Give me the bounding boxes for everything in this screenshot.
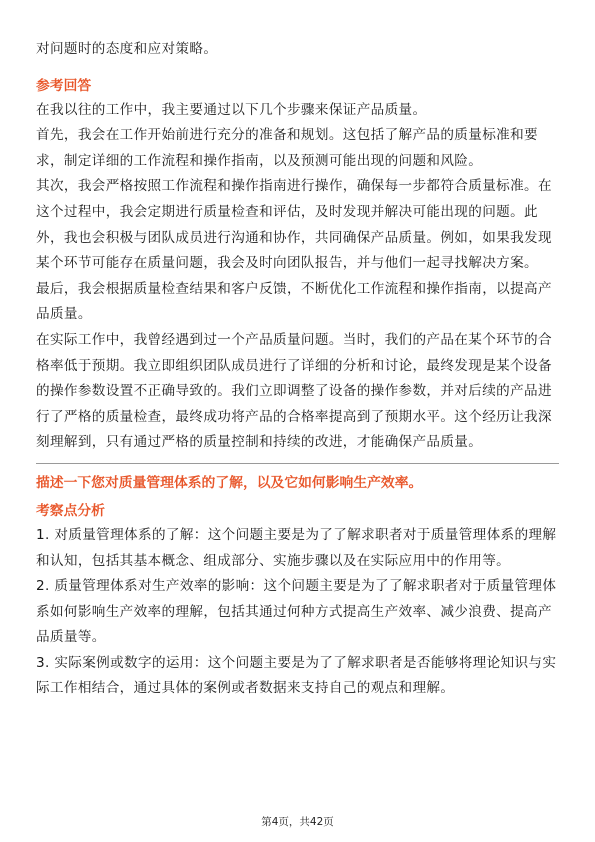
section-divider	[36, 463, 559, 464]
analysis-body	[36, 523, 559, 702]
answer-paragraph: 首先，我会在工作开始前进行充分的准备和规划。这包括了解产品的质量标准和要求，制定详细的工作流程和操作指南，以及预测可能出现的问题和风险。	[36, 127, 538, 169]
intro-tail-text: 对问题时的态度和应对策略。	[36, 41, 218, 57]
question-heading: 描述一下您对质量管理体系的了解，以及它如何影响生产效率。	[36, 474, 423, 491]
analysis-point: 2. 质量管理体系对生产效率的影响：这个问题主要是为了了解求职者对于质量管理体系如何影响生产效率的理解，包括其通过何种方式提高生产效率、减少浪费、提高产品质量等。	[36, 578, 557, 646]
answer-paragraph: 在实际工作中，我曾经遇到过一个产品质量问题。当时，我们的产品在某个环节的合格率低于预期。我立即组织团队成员进行了详细的分析和讨论，最终发现是某个设备的操作参数设置不正确导致的。我们立即调整了设备的操作参数，并对后续的产品进行了严格的质量检查，最终成功将产品的合格率提高到了预期水平。这个经历让我深刻理解到，只有通过严格的质量控制和持续的改进，才能确保产品质量。	[36, 331, 552, 451]
answer-heading: 参考回答	[36, 77, 92, 94]
page-content	[36, 0, 559, 702]
analysis-heading: 考察点分析	[36, 502, 105, 519]
analysis-point: 3. 实际案例或数字的运用：这个问题主要是为了了解求职者是否能够将理论知识与实际工作相结合，通过具体的案例或者数据来支持自己的观点和理解。	[36, 654, 557, 697]
answer-paragraph: 在我以往的工作中，我主要通过以下几个步骤来保证产品质量。	[36, 101, 427, 118]
answer-paragraph: 其次，我会严格按照工作流程和操作指南进行操作，确保每一步都符合质量标准。在这个过程中，我会定期进行质量检查和评估，及时发现并解决可能出现的问题。此外，我也会积极与团队成员进行沟通和协作，共同确保产品质量。例如，如果我发现某个环节可能存在质量问题，我会及时向团队报告，并与他们一起寻找解决方案。	[36, 178, 552, 272]
analysis-point: 1. 对质量管理体系的了解：这个问题主要是为了了解求职者对于质量管理体系的理解和认知，包括其基本概念、组成部分、实施步骤以及在实际应用中的作用等。	[36, 526, 557, 569]
page-number-footer: 第4页，共42页	[261, 816, 334, 828]
answer-body	[36, 98, 559, 456]
answer-paragraph: 最后，我会根据质量检查结果和客户反馈，不断优化工作流程和操作指南，以提高产品质量。	[36, 280, 552, 323]
